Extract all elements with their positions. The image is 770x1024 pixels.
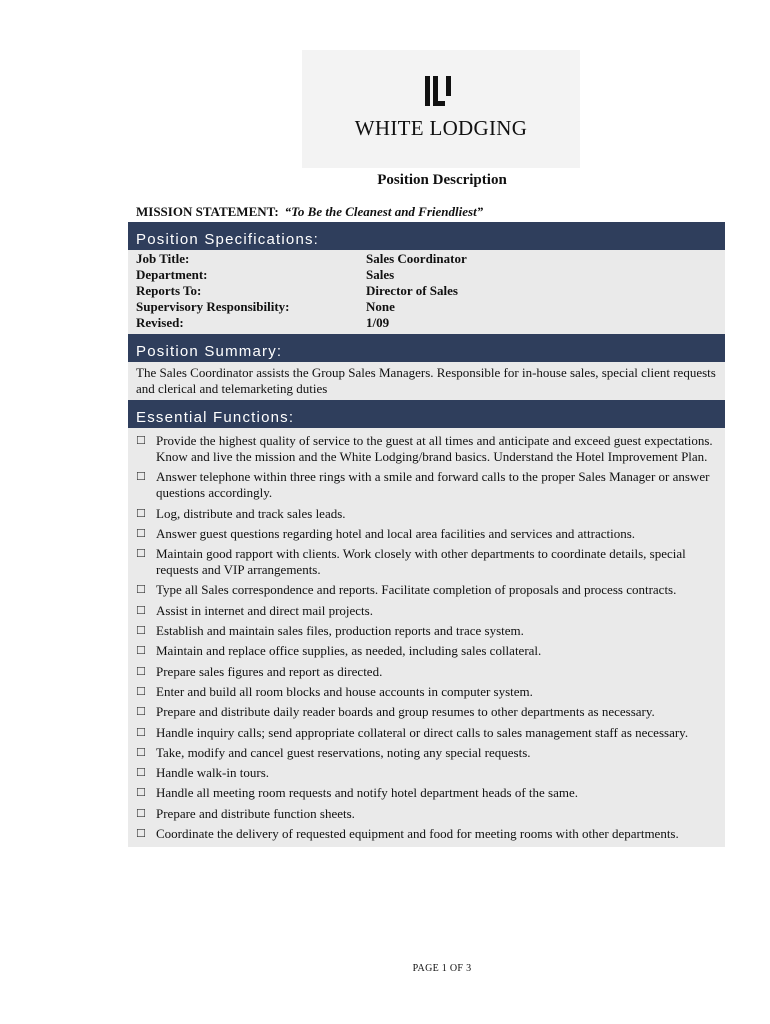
function-text: Coordinate the delivery of requested equipment and food for meeting rooms with other departments. [156, 826, 679, 842]
checkbox-icon: ☐ [136, 470, 146, 484]
spec-value: None [366, 299, 395, 314]
spec-label: Job Title: [136, 251, 190, 266]
list-item [136, 806, 717, 822]
document-title: Position Description [377, 172, 507, 188]
spec-row [136, 251, 725, 267]
checkbox-icon: ☐ [136, 806, 146, 820]
spec-label: Reports To: [136, 283, 202, 298]
function-text: Prepare and distribute function sheets. [156, 805, 355, 821]
checkbox-icon: ☐ [136, 603, 146, 617]
function-text: Handle walk-in tours. [156, 765, 270, 781]
spec-value: 1/09 [366, 315, 390, 330]
functions-list [128, 428, 725, 847]
list-item [136, 433, 717, 465]
mission-text: “To Be the Cleanest and Friendliest” [284, 204, 484, 219]
spec-row [136, 267, 725, 283]
function-text: Establish and maintain sales files, production reports and trace system. [156, 623, 524, 639]
list-item [136, 826, 717, 842]
function-text: Take, modify and cancel guest reservations, noting any special requests. [156, 744, 531, 760]
function-text: Handle inquiry calls; send appropriate collateral or direct calls to sales management staff as necessary. [156, 724, 689, 740]
list-item [136, 725, 717, 741]
list-item [136, 506, 717, 522]
list-item [136, 745, 717, 761]
checkbox-icon: ☐ [136, 664, 146, 678]
list-item [136, 526, 717, 542]
spec-row [136, 283, 725, 299]
functions-heading: Essential Functions: [128, 400, 725, 428]
checkbox-icon: ☐ [136, 725, 146, 739]
function-text: Prepare sales figures and report as directed. [156, 663, 383, 679]
function-text: Handle all meeting room requests and notify hotel department heads of the same. [156, 785, 579, 801]
function-text: Enter and build all room blocks and house accounts in computer system. [156, 683, 533, 699]
page-number: PAGE 1 OF 3 [412, 963, 472, 974]
logo-wordmark: WHITE LODGING [354, 116, 528, 140]
spec-value: Sales [366, 267, 395, 282]
checkbox-icon: ☐ [136, 705, 146, 719]
specifications-table [128, 250, 725, 334]
spec-row [136, 299, 725, 315]
spec-row [136, 315, 725, 331]
list-item [136, 643, 717, 659]
function-text: Provide the highest quality of service to the guest at all times and anticipate and exceed guest expectations. Know and live the mission and the White Lodging/brand basics. Understand the Hotel Improvement Plan. [156, 433, 713, 464]
checkbox-icon: ☐ [136, 434, 146, 447]
spec-label: Department: [136, 267, 208, 282]
list-item [136, 664, 717, 680]
checkbox-icon: ☐ [136, 827, 146, 841]
list-item [136, 785, 717, 801]
summary-heading: Position Summary: [128, 334, 725, 362]
function-text: Log, distribute and track sales leads. [156, 505, 346, 521]
spec-value: Director of Sales [366, 283, 458, 298]
checkbox-icon: ☐ [136, 547, 146, 561]
spec-label: Supervisory Responsibility: [136, 299, 290, 314]
checkbox-icon: ☐ [136, 766, 146, 780]
list-item [136, 469, 717, 501]
logo [302, 50, 580, 168]
function-text: Maintain good rapport with clients. Work closely with other departments to coordinate details, special requests and VIP arrangements. [156, 546, 686, 578]
function-text: Answer telephone within three rings with a smile and forward calls to the proper Sales Manager or answer questions accordingly. [156, 469, 710, 501]
summary-text: The Sales Coordinator assists the Group Sales Managers. Responsible for in-house sales, special client requests and clerical and telemarketing duties [136, 365, 716, 396]
checkbox-icon: ☐ [136, 624, 146, 638]
spec-value: Sales Coordinator [366, 251, 467, 266]
checkbox-icon: ☐ [136, 526, 146, 540]
list-item [136, 704, 717, 720]
function-text: Prepare and distribute daily reader boards and group resumes to other departments as necessary. [156, 704, 655, 720]
checkbox-icon: ☐ [136, 684, 146, 698]
mission-statement [136, 204, 483, 220]
spec-label: Revised: [136, 315, 184, 330]
function-text: Maintain and replace office supplies, as needed, including sales collateral. [156, 643, 542, 659]
function-text: Type all Sales correspondence and reports. Facilitate completion of proposals and process contracts. [156, 582, 677, 598]
list-item [136, 765, 717, 781]
white-lodging-monogram-icon [422, 74, 462, 110]
checkbox-icon: ☐ [136, 506, 146, 520]
list-item [136, 623, 717, 639]
checkbox-icon: ☐ [136, 745, 146, 759]
checkbox-icon: ☐ [136, 786, 146, 800]
list-item [136, 684, 717, 700]
checkbox-icon: ☐ [136, 583, 146, 597]
list-item [136, 582, 717, 598]
checkbox-icon: ☐ [136, 644, 146, 658]
list-item [136, 603, 717, 619]
function-text: Assist in internet and direct mail projects. [156, 602, 373, 618]
description-body [128, 222, 725, 847]
function-text: Answer guest questions regarding hotel and local area facilities and services and attractions. [156, 525, 636, 541]
list-item [136, 546, 717, 578]
specifications-heading: Position Specifications: [128, 222, 725, 250]
mission-label: MISSION STATEMENT: [136, 204, 279, 219]
